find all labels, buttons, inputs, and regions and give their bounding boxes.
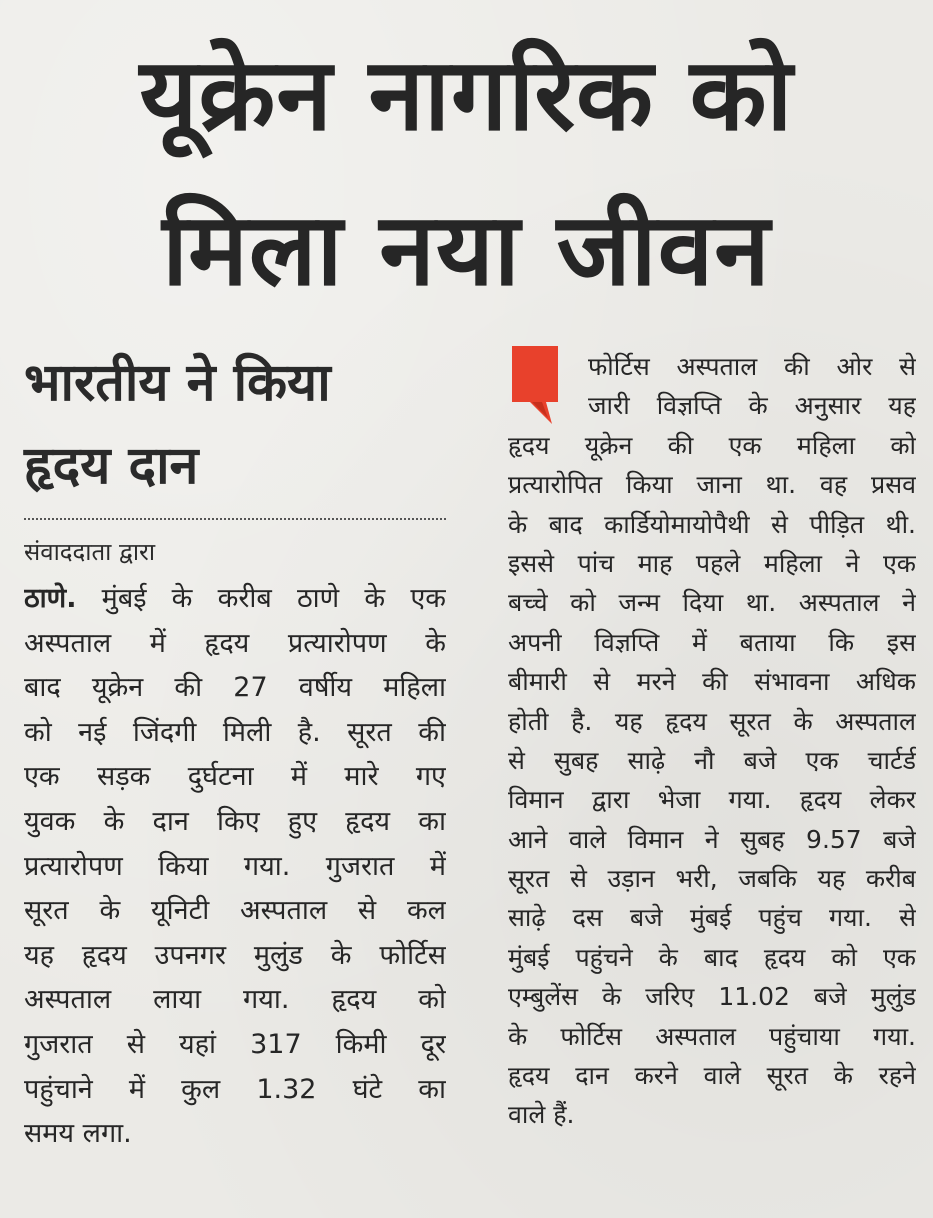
right-column-line: विमान द्वारा भेजा गया. हृदय लेकर	[508, 785, 916, 815]
left-column-line: एक सड़क दुर्घटना में मारे गए	[24, 761, 446, 793]
right-column-line: होती है. यह हृदय सूरत के अस्पताल	[508, 706, 916, 736]
right-column-line: साढ़े दस बजे मुंबई पहुंच गया. से	[508, 903, 916, 933]
left-column-line: प्रत्यारोपण किया गया. गुजरात में	[24, 850, 446, 882]
subheadline-line-2: हृदय दान	[24, 436, 199, 496]
subheadline-line-1: भारतीय ने किया	[24, 353, 331, 413]
left-column-line	[24, 577, 446, 622]
left-column-line: सूरत के यूनिटी अस्पताल से कल	[24, 895, 446, 927]
headline-line-1: यूक्रेन नागरिक को	[139, 36, 794, 153]
right-column-body	[508, 347, 916, 1135]
left-column-line: बाद यूक्रेन की 27 वर्षीय महिला	[24, 672, 446, 704]
left-column-line: अस्पताल लाया गया. हृदय को	[24, 984, 446, 1016]
right-column-line: वाले हैं.	[508, 1100, 575, 1130]
left-column-body	[24, 577, 446, 1157]
left-column-line: अस्पताल में हृदय प्रत्यारोपण के	[24, 627, 446, 659]
left-column-line: गुजरात से यहां 317 किमी दूर	[24, 1028, 446, 1060]
right-column-line: मुंबई पहुंचने के बाद हृदय को एक	[508, 942, 916, 972]
right-column-line: हृदय दान करने वाले सूरत के रहने	[508, 1061, 916, 1091]
right-column-line: के बाद कार्डियोमायोपैथी से पीड़ित थी.	[508, 509, 916, 539]
right-column-line: आने वाले विमान ने सुबह 9.57 बजे	[508, 824, 916, 854]
right-column-line: बच्चे को जन्म दिया था. अस्पताल ने	[508, 588, 916, 618]
right-column-line: सूरत से उड़ान भरी, जबकि यह करीब	[508, 864, 916, 894]
right-column-line: प्रत्यारोपित किया जाना था. वह प्रसव	[508, 470, 916, 500]
left-column-line-text: मुंबई के करीब ठाणे के एक	[101, 583, 446, 614]
dotted-divider	[24, 518, 446, 520]
dateline: ठाणे.	[24, 583, 77, 614]
right-column-line: जारी विज्ञप्ति के अनुसार यह	[588, 391, 916, 421]
left-column-line: समय लगा.	[24, 1118, 132, 1150]
right-column-line: बीमारी से मरने की संभावना अधिक	[508, 667, 916, 697]
right-column-line: हृदय यूक्रेन की एक महिला को	[508, 430, 916, 460]
right-column-line: अपनी विज्ञप्ति में बताया कि इस	[508, 627, 916, 657]
right-column-line: के फोर्टिस अस्पताल पहुंचाया गया.	[508, 1021, 916, 1051]
left-column-line: को नई जिंदगी मिली है. सूरत की	[24, 716, 446, 748]
left-column-line: युवक के दान किए हुए हृदय का	[24, 805, 446, 837]
headline-line-2: मिला नया जीवन	[162, 191, 771, 308]
byline: संवाददाता द्वारा	[24, 538, 156, 566]
right-column-line: इससे पांच माह पहले महिला ने एक	[508, 548, 916, 578]
right-column-line: एम्बुलेंस के जरिए 11.02 बजे मुलुंड	[508, 982, 916, 1012]
left-column-line: यह हृदय उपनगर मुलुंड के फोर्टिस	[24, 939, 446, 971]
right-column-line: फोर्टिस अस्पताल की ओर से	[588, 352, 916, 381]
right-column-line: से सुबह साढ़े नौ बजे एक चार्टर्ड	[508, 745, 916, 775]
left-column-line: पहुंचाने में कुल 1.32 घंटे का	[24, 1073, 446, 1105]
